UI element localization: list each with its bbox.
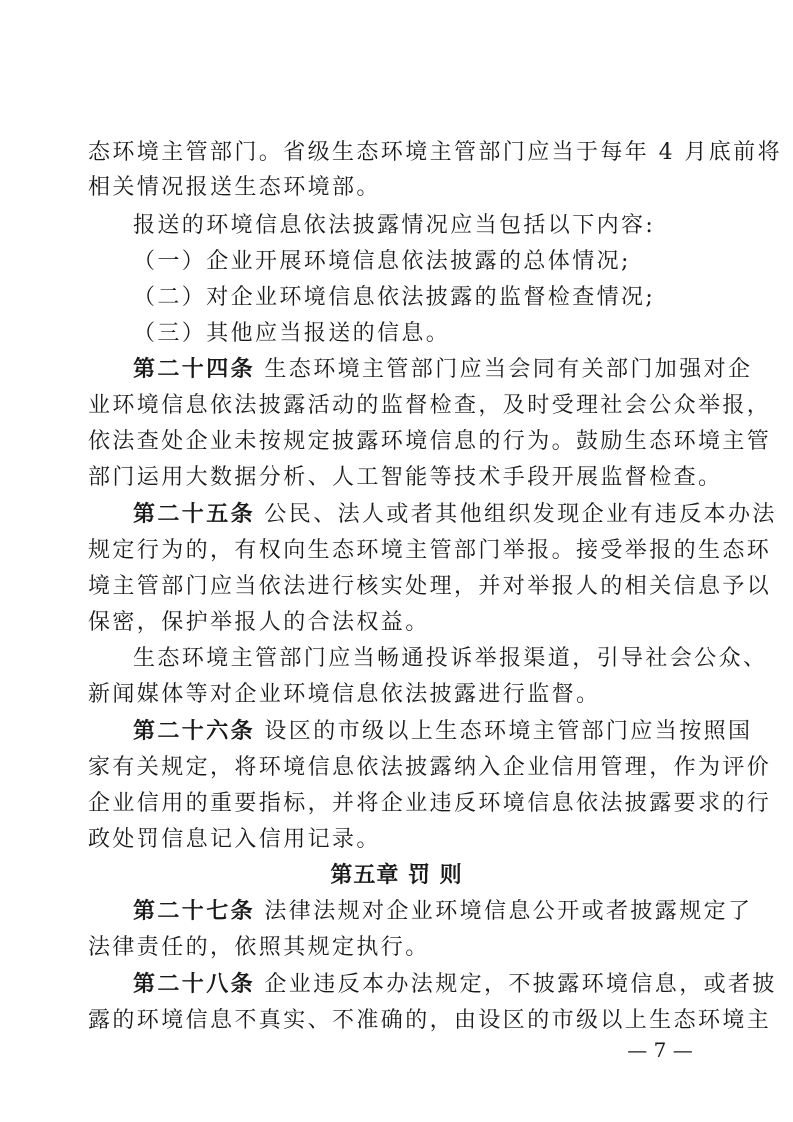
paragraph-line: 露的环境信息不真实、不准确的，由设区的市级以上生态环境主 — [88, 1008, 772, 1033]
paragraph-line: 报送的环境信息依法披露情况应当包括以下内容: — [133, 213, 656, 238]
paragraph-line: 依法查处企业未按规定披露环境信息的行为。鼓励生态环境主管 — [88, 429, 772, 454]
article-28-heading-line: 第二十八条 企业违反本办法规定，不披露环境信息，或者披 — [133, 972, 777, 997]
paragraph-line: 态环境主管部门。省级生态环境主管部门应当于每年 4 月底前将 — [88, 140, 782, 165]
paragraph-line: 新闻媒体等对企业环境信息依法披露进行监督。 — [88, 682, 601, 707]
list-item: （二）对企业环境信息依法披露的监督检查情况; — [133, 285, 656, 310]
article-number: 第二十六条 — [133, 719, 256, 744]
paragraph-line: 业环境信息依法披露活动的监督检查，及时受理社会公众举报， — [88, 393, 772, 418]
article-number: 第二十四条 — [133, 357, 256, 382]
paragraph-line: 相关情况报送生态环境部。 — [88, 175, 381, 200]
article-25-heading-line: 第二十五条 公民、法人或者其他组织发现企业有违反本办法 — [133, 502, 777, 527]
chapter-heading: 第五章 罚 则 — [330, 863, 463, 888]
article-26-heading-line: 第二十六条 设区的市级以上生态环境主管部门应当按照国 — [133, 719, 753, 744]
article-number: 第二十七条 — [133, 899, 256, 924]
list-item: （三）其他应当报送的信息。 — [133, 321, 451, 346]
paragraph-line: 企业信用的重要指标，并将企业违反环境信息依法披露要求的行 — [88, 791, 772, 816]
article-24-heading-line: 第二十四条 生态环境主管部门应当会同有关部门加强对企 — [133, 357, 753, 382]
page-number: — 7 — — [627, 1038, 693, 1062]
paragraph-line: 境主管部门应当依法进行核实处理，并对举报人的相关信息予以 — [88, 574, 772, 599]
list-item: （一）企业开展环境信息依法披露的总体情况; — [133, 249, 631, 274]
paragraph-line: 家有关规定，将环境信息依法披露纳入企业信用管理，作为评价 — [88, 755, 772, 780]
paragraph-line: 生态环境主管部门应当畅通投诉举报渠道，引导社会公众、 — [133, 646, 768, 671]
article-27-heading-line: 第二十七条 法律法规对企业环境信息公开或者披露规定了 — [133, 899, 753, 924]
paragraph-line: 部门运用大数据分析、人工智能等技术手段开展监督检查。 — [88, 465, 723, 490]
paragraph-line: 政处罚信息记入信用记录。 — [88, 827, 381, 852]
article-number: 第二十八条 — [133, 972, 256, 997]
paragraph-line: 法律责任的，依照其规定执行。 — [88, 935, 430, 960]
paragraph-line: 规定行为的，有权向生态环境主管部门举报。接受举报的生态环 — [88, 538, 772, 563]
article-number: 第二十五条 — [133, 502, 256, 527]
paragraph-line: 保密，保护举报人的合法权益。 — [88, 610, 430, 635]
